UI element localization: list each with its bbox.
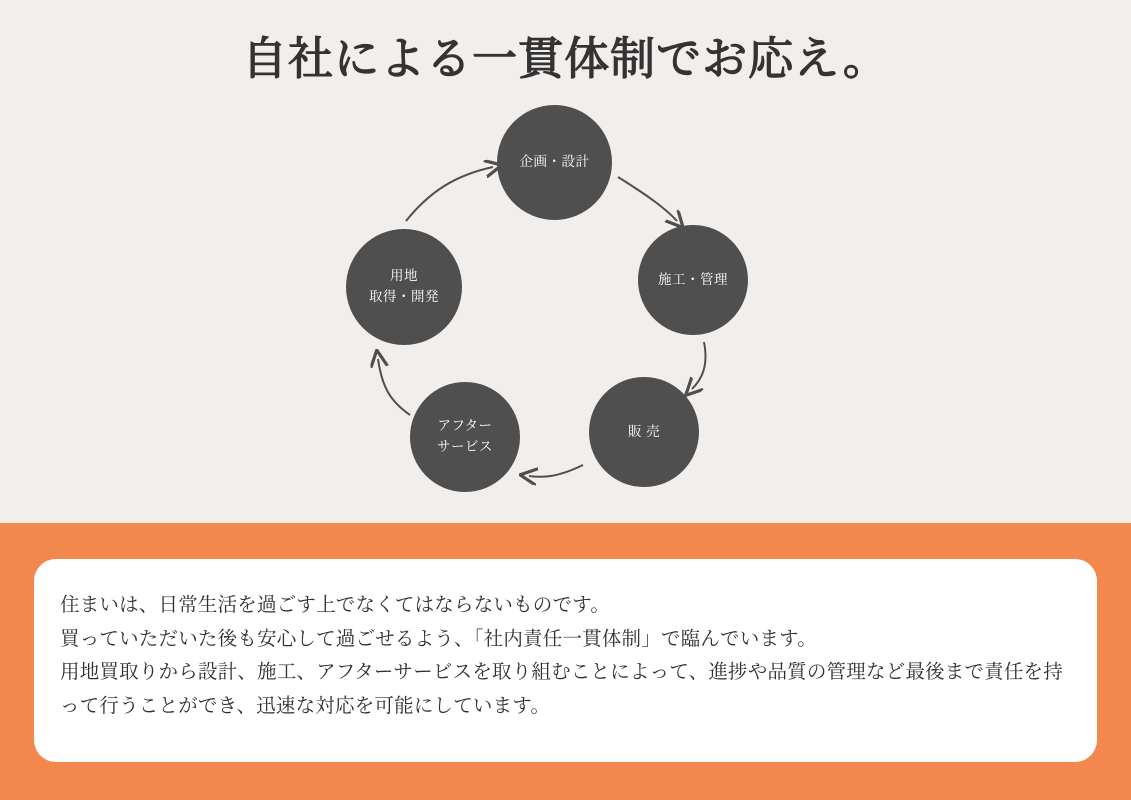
cycle-diagram [330, 105, 800, 515]
cycle-node-after-line1: アフター [437, 418, 493, 434]
description-card [34, 559, 1097, 762]
cycle-node-after-service [410, 382, 520, 492]
cycle-node-build [638, 225, 748, 335]
cycle-node-land-line2: 取得・開発 [369, 289, 439, 304]
cycle-node-land-line1: 用地 [390, 268, 418, 284]
description-line-1: 住まいは、日常生活を過ごす上でなくてはならないものです。 [60, 594, 611, 616]
cycle-node-plan [497, 105, 612, 220]
page-title: 自社による一貫体制でお応え。 [242, 33, 889, 84]
cycle-node-sales-line1: 販 売 [627, 423, 661, 439]
cycle-node-sales [589, 377, 699, 487]
description-line-3: 用地買取りから設計、施工、アフターサービスを取り組むことによって、進捗や品質の管理など最後まで責任を持って行うことができ、迅速な対応を可能にしています。 [60, 661, 1063, 717]
description-line-2: 買っていただいた後も安心して過ごせるよう、「社内責任一貫体制」で臨んでいます。 [60, 627, 817, 650]
cycle-node-plan-line1: 企画・設計 [519, 154, 590, 170]
cycle-node-build-line1: 施工・管理 [658, 271, 728, 287]
cycle-node-land [346, 229, 462, 345]
description-section [0, 523, 1131, 800]
cycle-node-after-line2: サービス [437, 439, 493, 454]
